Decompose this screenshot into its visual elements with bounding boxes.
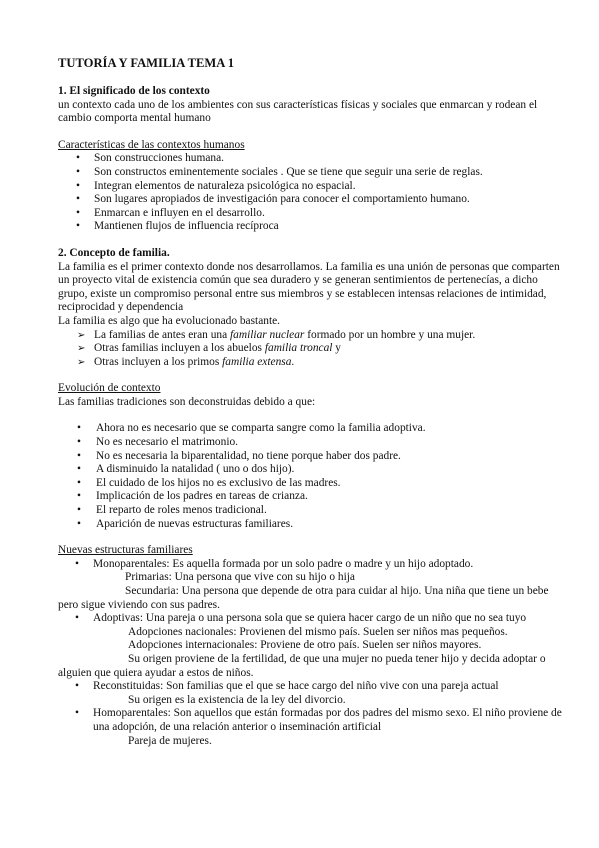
- list-item: • Son constructos eminentemente sociales . Que se tiene que seguir una serie de reglas.: [58, 166, 569, 180]
- new-structures-list: [58, 680, 569, 694]
- evolution-intro: Las familias tradiciones son deconstruidas debido a que:: [58, 395, 316, 408]
- item-text: formado por un hombre y una mujer.: [304, 328, 476, 341]
- list-item-monoparentales: [58, 558, 569, 572]
- list-item: • Aparición de nuevas estructuras familiares.: [58, 518, 569, 532]
- list-item: [58, 342, 569, 356]
- list-item: • Son lugares apropiados de investigación para conocer el comportamiento humano.: [58, 193, 569, 207]
- item-emphasis: familia troncal: [264, 342, 333, 355]
- list-item: • Son construcciones humana.: [58, 152, 569, 166]
- list-item: • El reparto de roles menos tradicional.: [58, 504, 569, 518]
- sub-item-reconstituidas-origen: Su origen es la existencia de la ley del divorcio.: [128, 693, 346, 706]
- item-text: .: [291, 355, 295, 368]
- section-2-heading: 2. Concepto de familia.: [58, 246, 170, 259]
- sub-item-adopciones-origen: Su origen proviene de la fertilidad, de que una mujer no pueda tener hijo y decida adoptar o alguien que quiera ayudar a estos de niños.: [58, 652, 546, 679]
- item-text: • Homoparentales: Son aquellos que están formadas por dos padres del mismo sexo. El niño proviene de una adopción, de una relación anterior o inseminación artificial: [93, 707, 562, 733]
- list-item-reconstituidas: [58, 680, 569, 694]
- section-1-subheading: Características de las contextos humanos: [58, 138, 245, 151]
- list-item: • Implicación de los padres en tareas de crianza.: [58, 490, 569, 504]
- item-text: Otras familias incluyen a los abuelos: [94, 342, 265, 355]
- list-item: • Ahora no es necesario que se comparta sangre como la familia adoptiva.: [58, 422, 569, 436]
- document-title: TUTORÍA Y FAMILIA TEMA 1: [58, 56, 235, 70]
- section-1-paragraph: un contexto cada uno de los ambientes con sus características físicas y sociales que enmarcan y rodean el cambio comporta mental humano: [58, 98, 538, 125]
- sub-item-secundaria: Secundaria: Una persona que depende de otra para cuidar al hijo. Una niña que tiene un bebe pero sigue viviendo con sus padres.: [58, 585, 549, 611]
- item-text: Otras incluyen a los primos: [94, 355, 223, 368]
- list-item: • A disminuido la natalidad ( uno o dos hijo).: [58, 463, 569, 477]
- new-structures-heading: Nuevas estructuras familiares: [58, 544, 193, 557]
- list-item-homoparentales: [58, 707, 569, 734]
- new-structures-list: [58, 707, 569, 734]
- sub-item-adopciones-nacionales: Adopciones nacionales: Provienen del mismo país. Suelen ser niños mas pequeños.: [128, 625, 508, 638]
- list-item: [58, 329, 569, 343]
- family-types-list: [58, 329, 569, 370]
- section-1-bullet-list: [58, 152, 569, 234]
- list-item: [58, 356, 569, 370]
- item-emphasis: familia extensa: [222, 355, 292, 368]
- list-item: • Enmarcan e influyen en el desarrollo.: [58, 207, 569, 221]
- sub-item-adopciones-internacionales: Adopciones internacionales: Proviene de otro país. Suelen ser niños mayores.: [128, 639, 482, 652]
- item-text: • Adoptivas: Una pareja o una persona sola que se quiera hacer cargo de un niño que no sea tuyo: [93, 612, 527, 625]
- evolution-bullet-list: [58, 422, 569, 531]
- sub-item-pareja-mujeres: Pareja de mujeres.: [128, 734, 212, 747]
- item-text: • Monoparentales: Es aquella formada por un solo padre o madre y un hijo adoptado.: [93, 557, 474, 570]
- item-text: y: [332, 342, 341, 355]
- list-item: • No es necesaria la biparentalidad, no tiene porque haber dos padre.: [58, 450, 569, 464]
- item-emphasis: familiar nuclear: [230, 328, 305, 341]
- item-text: • Reconstituidas: Son familias que el que se hace cargo del niño vive con una pareja actual: [93, 680, 499, 693]
- list-item: • Mantienen flujos de influencia recíproca: [58, 220, 569, 234]
- new-structures-list: [58, 612, 569, 626]
- item-text: La familias de antes eran una: [94, 328, 230, 341]
- sub-item-primarias: Primarias: Una persona que vive con su hijo o hija: [125, 571, 355, 584]
- section-2-paragraph: La familia es el primer contexto donde nos desarrollamos. La familia es una unión de personas que comparten un proyecto vital de existencia común que sea duradero y se generan sentimientos de pertenecías, a dicho grupo, existe un compromiso personal entre sus miembros y se establecen intensas relaciones de intimidad, reciprocidad y dependencia: [58, 260, 560, 314]
- section-1-heading: 1. El significado de los contexto: [58, 85, 210, 97]
- section-2-paragraph-2: La familia es algo que ha evolucionado bastante.: [58, 314, 281, 327]
- list-item: • El cuidado de los hijos no es exclusivo de las madres.: [58, 477, 569, 491]
- evolution-heading: Evolución de contexto: [58, 382, 161, 395]
- new-structures-list: [58, 558, 569, 572]
- list-item: • Integran elementos de naturaleza psicológica no espacial.: [58, 180, 569, 194]
- list-item-adoptivas: [58, 612, 569, 626]
- list-item: • No es necesario el matrimonio.: [58, 436, 569, 450]
